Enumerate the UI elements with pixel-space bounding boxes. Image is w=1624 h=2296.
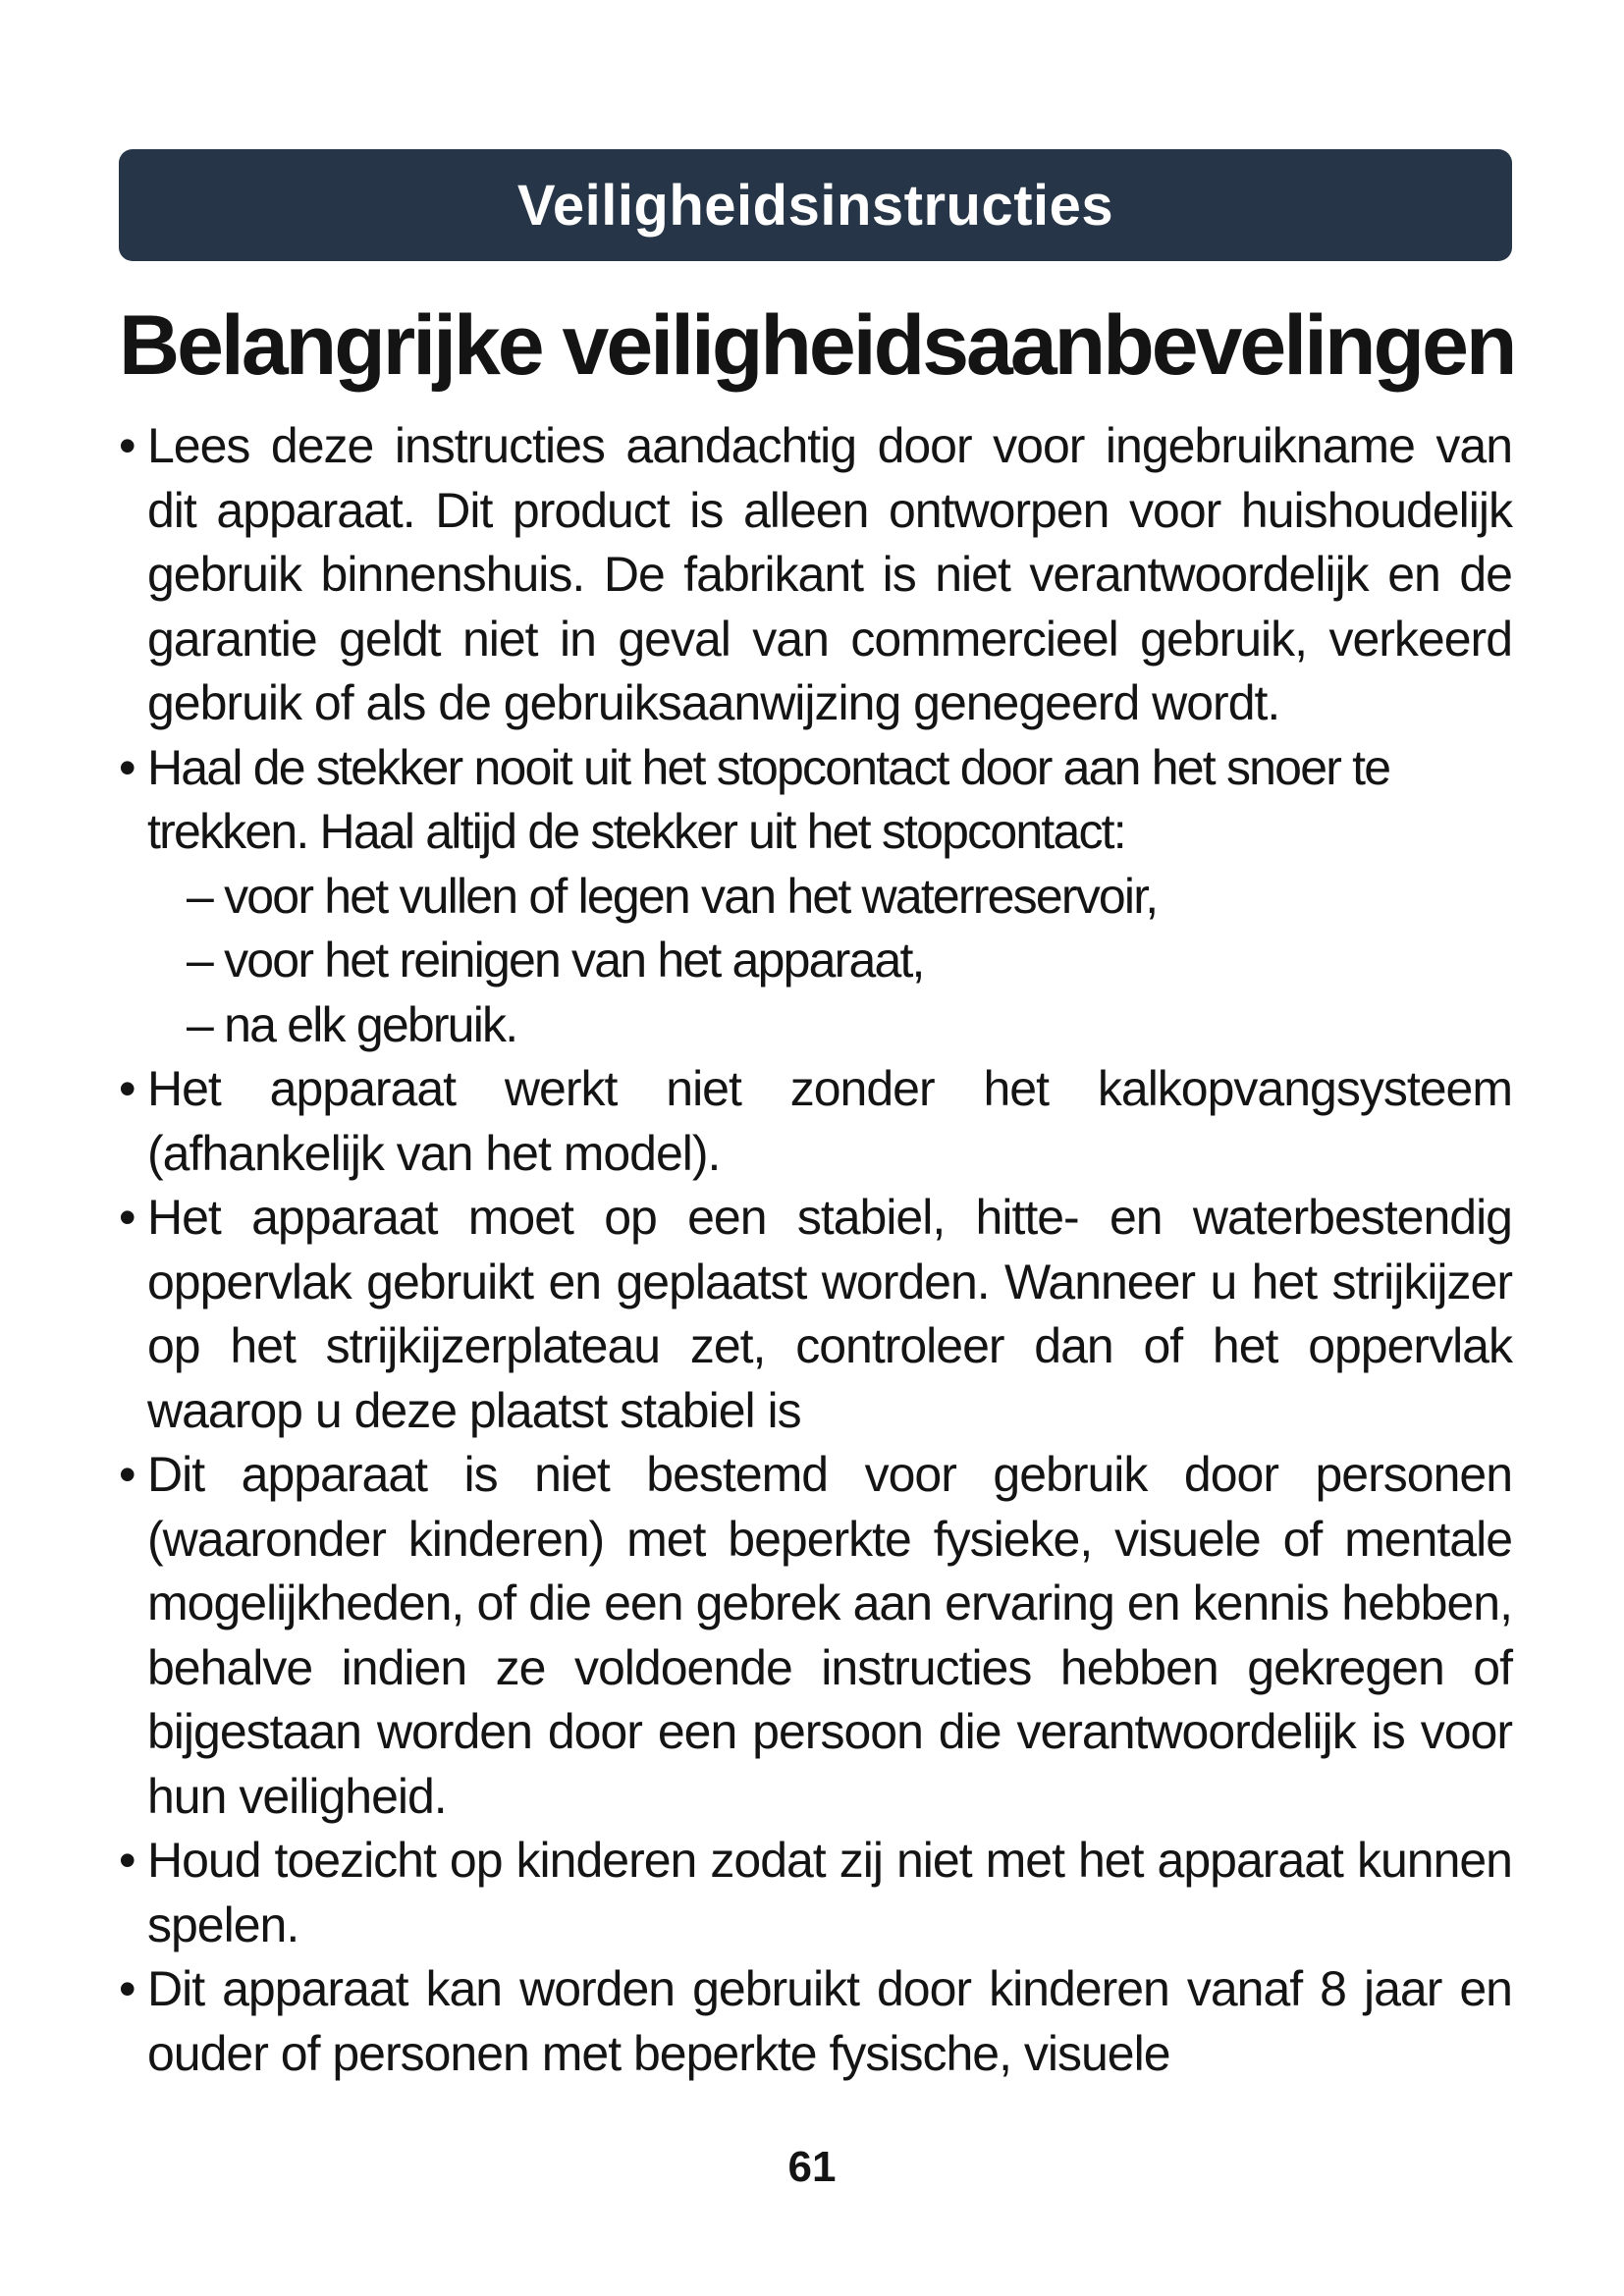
sub-list-item: – voor het vullen of legen van het waterreservoir, [187, 868, 1158, 924]
bullet-icon: • [119, 1961, 135, 2016]
sub-list [147, 865, 1512, 1058]
list-item [119, 1186, 1512, 1443]
safety-list [119, 414, 1512, 2086]
bullet-icon: • [119, 418, 135, 473]
list-item [119, 414, 1512, 736]
section-title: Veiligheidsinstructies [516, 173, 1114, 238]
page-title: Belangrijke veiligheidsaanbevelingen [119, 298, 1515, 393]
list-item-text: Het apparaat moet op een stabiel, hitte- en waterbestendig oppervlak gebruikt en geplaatst worden. Wanneer u het strijkijzer op het strijkijzerplateau zet, controleer dan of het oppervlak waarop u deze plaatst stabiel is [147, 1190, 1512, 1438]
page-number: 61 [787, 2143, 837, 2191]
list-item-text: Dit apparaat is niet bestemd voor gebruik door personen (waaronder kinderen) met beperkte fysieke, visuele of mentale mogelijkheden, of die een gebrek aan ervaring en kennis hebben, behalve indien ze voldoende instructies hebben gekregen of bijgestaan worden door een persoon die verantwoordelijk is voor hun veiligheid. [147, 1447, 1512, 1824]
bullet-icon: • [119, 1190, 135, 1245]
list-item [119, 736, 1512, 1058]
bullet-icon: • [119, 1061, 135, 1116]
sub-list-item: – voor het reinigen van het apparaat, [187, 933, 924, 988]
list-item [119, 1829, 1512, 1957]
list-item [119, 1057, 1512, 1186]
bullet-icon: • [119, 739, 135, 795]
list-item-text: Haal de stekker nooit uit het stopcontact door aan het snoer te trekken. Haal altijd de stekker uit het stopcontact: [147, 739, 1390, 859]
list-item-text: Houd toezicht op kinderen zodat zij niet met het apparaat kunnen spelen. [147, 1833, 1512, 1952]
section-header-bar [119, 149, 1512, 261]
list-item-text: Dit apparaat kan worden gebruikt door kinderen vanaf 8 jaar en ouder of personen met beperkte fysische, visuele [147, 1961, 1512, 2081]
list-item-text: Lees deze instructies aandachtig door voor ingebruikname van dit apparaat. Dit product is alleen ontworpen voor huishoudelijk gebruik binnenshuis. De fabrikant is niet verantwoordelijk en de garantie geldt niet in geval van commercieel gebruik, verkeerd gebruik of als de gebruiksaanwijzing genegeerd wordt. [147, 418, 1512, 730]
bullet-icon: • [119, 1833, 135, 1888]
list-item [119, 1443, 1512, 1829]
bullet-icon: • [119, 1447, 135, 1502]
safety-content [119, 414, 1512, 2086]
list-item [119, 1957, 1512, 2086]
sub-list-item: – na elk gebruik. [187, 996, 517, 1052]
list-item-text: Het apparaat werkt niet zonder het kalkopvangsysteem (afhankelijk van het model). [147, 1061, 1512, 1181]
